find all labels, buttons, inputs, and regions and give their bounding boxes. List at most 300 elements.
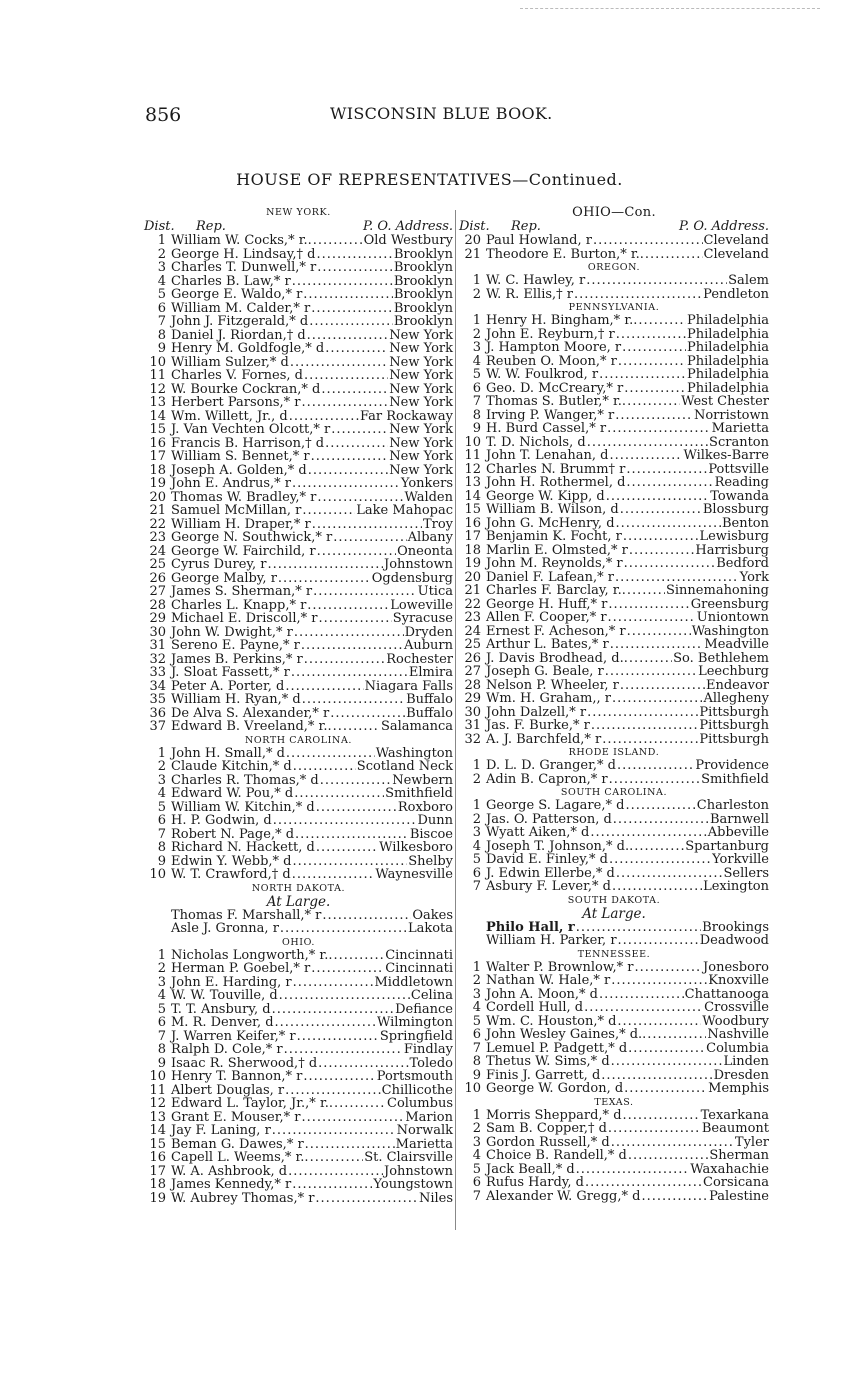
post-office-address: Marietta: [395, 1136, 453, 1152]
district-number: 2: [472, 1121, 481, 1136]
member-row: [144, 383, 453, 397]
dist-header: Dist.: [459, 219, 490, 234]
dot-leader: [620, 679, 705, 693]
rep-header: Rep.: [196, 219, 226, 234]
member-name: J. Van Vechten Olcott,* r: [171, 422, 331, 437]
member-row: [459, 826, 769, 840]
post-office-address: Dunn: [417, 813, 453, 828]
member-name: Asbury F. Lever,* d: [486, 879, 611, 894]
member-name: John A. Moon,* d: [486, 986, 598, 1002]
member-row: [144, 814, 453, 828]
post-office-address: Palestine: [709, 1188, 769, 1204]
member-name: John E. Andrus,* r: [171, 476, 291, 491]
member-name: Allen F. Cooper,* r: [486, 610, 607, 625]
post-office-address: Wilmington: [376, 1015, 453, 1030]
dot-leader: [331, 423, 388, 437]
member-name: Grant E. Mouser,* r: [171, 1109, 301, 1125]
dot-leader: [628, 1042, 705, 1056]
member-name: Daniel J. Riordan,† d: [171, 327, 306, 343]
district-number: 27: [464, 664, 481, 679]
member-name: Charles F. Barclay, r..: [486, 583, 626, 598]
dot-leader: [624, 1082, 707, 1096]
member-name: Marlin E. Olmsted,* r: [486, 542, 628, 558]
member-name: Henry H. Bingham,* r..: [486, 313, 638, 328]
member-row: [144, 234, 453, 248]
member-row: [144, 315, 453, 329]
dot-leader: [309, 315, 393, 329]
member-row: [144, 275, 453, 289]
member-name: John H. Small,* d: [171, 745, 285, 761]
district-number: 5: [157, 799, 166, 815]
member-row: [459, 476, 769, 490]
member-name: George N. Southwick,* r: [171, 530, 333, 545]
member-name: Edward W. Pou,* d: [171, 786, 294, 801]
member-row: [459, 1136, 769, 1150]
dot-leader: [624, 382, 686, 396]
member-row: [459, 1109, 769, 1123]
district-number: 1: [157, 745, 166, 761]
member-row: [144, 369, 453, 383]
dot-leader: [312, 518, 422, 532]
member-name: Adin B. Capron,* r: [486, 771, 608, 787]
post-office-address: Shelby: [408, 853, 453, 869]
member-name: George S. Lagare,* d: [486, 798, 625, 813]
dot-leader: [285, 680, 363, 694]
district-number: 9: [472, 421, 481, 436]
member-name: William M. Calder,* r: [171, 300, 311, 316]
member-row: [144, 450, 453, 464]
district-number: 34: [149, 678, 166, 694]
post-office-address: Lake Mahopac: [356, 503, 453, 518]
member-name: Walter P. Brownlow,* r: [486, 959, 634, 975]
member-row: [144, 1165, 453, 1179]
post-office-address: Middletown: [374, 974, 453, 990]
post-office-address: Brooklyn: [393, 273, 453, 289]
section-title: HOUSE OF REPRESENTATIVES—Continued.: [236, 170, 623, 189]
member-row: [459, 1149, 769, 1163]
post-office-address: Spartanburg: [685, 838, 769, 854]
district-number: 5: [472, 1013, 481, 1029]
member-name: John M. Reynolds,* r: [486, 556, 623, 571]
district-number: 2: [472, 771, 481, 787]
district-number: 11: [464, 448, 481, 463]
district-number: 25: [149, 557, 166, 572]
dot-leader: [611, 1055, 723, 1069]
post-office-address: Wilkesboro: [379, 840, 453, 855]
post-office-address: Knoxville: [708, 973, 769, 988]
post-office-address: Walden: [404, 489, 453, 505]
member-row: [144, 356, 453, 370]
dot-leader: [316, 801, 397, 815]
district-number: 15: [464, 502, 481, 517]
post-office-address: Dryden: [404, 624, 453, 640]
district-number: 19: [464, 556, 481, 571]
district-number: 19: [149, 476, 166, 491]
member-row: [144, 410, 453, 424]
dot-leader: [615, 409, 693, 423]
member-row: [459, 692, 769, 706]
district-number: 6: [472, 865, 481, 881]
member-name: William W. Kitchin,* d: [171, 799, 315, 815]
dot-leader: [325, 342, 388, 356]
dot-leader: [315, 1192, 418, 1206]
member-row: [459, 368, 769, 382]
post-office-address: Johnstown: [383, 557, 453, 572]
member-name: George W. Gordon, d: [486, 1081, 624, 1096]
post-office-address: Waxahachie: [690, 1161, 769, 1177]
district-number: 6: [472, 1027, 481, 1042]
district-number: 10: [149, 354, 166, 370]
post-office-address: Lewisburg: [699, 529, 769, 544]
dot-leader: [608, 611, 696, 625]
post-office-address: Chattanooga: [684, 986, 769, 1002]
post-office-address: Pittsburgh: [699, 731, 769, 747]
member-row: [144, 760, 453, 774]
member-row: [459, 679, 769, 693]
dot-leader: [302, 504, 355, 518]
district-number: 1: [472, 959, 481, 975]
member-row: [459, 436, 769, 450]
dot-leader: [273, 814, 417, 828]
member-name: George H. Huff,* r: [486, 596, 608, 612]
at-large-subhead: At Large.: [266, 893, 331, 910]
member-name: Geo. D. McCreary,* r: [486, 380, 624, 396]
post-office-address: Towanda: [710, 488, 769, 504]
post-office-address: Loweville: [390, 597, 453, 613]
member-name: Richard N. Hackett, d: [171, 840, 315, 855]
member-name: J. Warren Keifer,* r: [171, 1028, 296, 1044]
dot-leader: [647, 1028, 706, 1042]
member-row: [144, 828, 453, 842]
post-office-address: Niles: [418, 1190, 453, 1206]
district-number: 6: [472, 380, 481, 396]
district-number: 3: [472, 1134, 481, 1150]
district-number: 37: [149, 719, 166, 734]
member-name: Sam B. Copper,† d: [486, 1121, 607, 1136]
district-number: 20: [464, 569, 481, 585]
member-row: [144, 707, 453, 721]
member-name: Francis B. Harrison,† d: [171, 435, 325, 451]
post-office-address: Cincinnati: [385, 961, 453, 976]
district-number: 8: [472, 407, 481, 423]
member-name: Cordell Hull, d: [486, 1000, 584, 1015]
dot-leader: [616, 328, 686, 342]
post-office-address: Syracuse: [392, 611, 453, 626]
post-office-address: Cincinnati: [385, 947, 453, 963]
member-row: [459, 557, 769, 571]
post-office-address: Norwalk: [396, 1123, 453, 1138]
member-name: J. Hampton Moore, r: [486, 340, 622, 355]
member-row: [459, 503, 769, 517]
member-name: Asle J. Gronna, r: [171, 921, 279, 936]
dot-leader: [333, 720, 380, 734]
member-name: W. T. Crawford,† d: [171, 867, 291, 882]
member-row: [459, 974, 769, 988]
dot-leader: [322, 909, 411, 923]
member-row: [144, 989, 453, 1003]
dot-leader: [304, 369, 388, 383]
dot-leader: [625, 799, 695, 813]
dot-leader: [303, 1070, 375, 1084]
post-office-address: New York: [389, 462, 453, 478]
post-office-address: Far Rockaway: [360, 408, 453, 424]
member-row: [144, 342, 453, 356]
state-heading: SOUTH CAROLINA.: [560, 787, 668, 798]
member-row: [144, 680, 453, 694]
dot-leader: [333, 531, 406, 545]
post-office-address: Oakes: [412, 907, 453, 923]
member-name: Wm. Willett, Jr., d: [171, 408, 288, 424]
post-office-address: St. Clairsville: [364, 1150, 453, 1165]
district-number: 10: [149, 1069, 166, 1084]
member-row: [144, 1003, 453, 1017]
dot-leader: [285, 1084, 381, 1098]
district-number: 24: [464, 623, 481, 639]
member-row: [144, 437, 453, 451]
post-office-address: New York: [389, 354, 453, 370]
district-number: 17: [464, 529, 481, 544]
member-name: John J. Fitzgerald,* d: [171, 314, 309, 329]
dot-leader: [605, 665, 697, 679]
member-row: [459, 422, 769, 436]
post-office-address: Washington: [375, 745, 453, 761]
post-office-address: Scotland Neck: [356, 759, 453, 774]
member-row: [459, 544, 769, 558]
post-office-address: Chillicothe: [381, 1082, 453, 1098]
district-number: 9: [157, 853, 166, 869]
member-name: W. W. Touville, d: [171, 988, 278, 1003]
member-name: Charles T. Dunwell,* r: [171, 260, 317, 275]
member-name: Edwin Y. Webb,* d: [171, 853, 292, 869]
dot-leader: [292, 1178, 372, 1192]
member-row: [144, 572, 453, 586]
district-number: 23: [464, 610, 481, 625]
rep-header: Rep.: [511, 219, 541, 234]
district-number: 21: [464, 583, 481, 598]
member-row: [459, 988, 769, 1002]
member-name: T. D. Nichols, d: [486, 434, 586, 450]
member-name: William H. Ryan,* d: [171, 692, 301, 707]
dot-leader: [267, 558, 383, 572]
member-row: [459, 517, 769, 531]
member-name: Robert N. Page,* d: [171, 826, 295, 842]
post-office-address: Brooklyn: [393, 314, 453, 329]
dot-leader: [289, 410, 359, 424]
district-number: 5: [472, 852, 481, 867]
post-office-address: Troy: [422, 516, 453, 532]
member-row: [459, 867, 769, 881]
dot-leader: [629, 544, 695, 558]
district-number: 21: [464, 246, 481, 262]
district-number: 22: [464, 596, 481, 612]
district-number: 21: [149, 503, 166, 518]
post-office-address: Corsicana: [703, 1175, 769, 1190]
dot-leader: [641, 1190, 708, 1204]
member-row: [459, 611, 769, 625]
district-number: 2: [157, 246, 166, 262]
post-office-address: Youngstown: [373, 1177, 453, 1192]
district-number: 9: [472, 1067, 481, 1083]
district-number: 23: [149, 530, 166, 545]
dot-leader: [325, 437, 388, 451]
member-name: Ralph D. Cole,* r: [171, 1042, 283, 1057]
district-number: 26: [149, 570, 166, 586]
district-number: 33: [149, 665, 166, 680]
dot-leader: [587, 706, 698, 720]
member-row: [459, 409, 769, 423]
district-number: 12: [464, 461, 481, 477]
dot-leader: [301, 396, 388, 410]
post-office-address: Memphis: [708, 1081, 769, 1096]
member-row: [459, 1122, 769, 1136]
dot-leader: [272, 1124, 396, 1138]
member-name: W. C. Hawley, r: [486, 273, 586, 288]
district-number: 4: [472, 353, 481, 369]
member-name: Joseph A. Golden,* d: [171, 462, 307, 478]
member-row: [459, 880, 769, 894]
dot-leader: [638, 314, 686, 328]
post-office-address: Benton: [721, 515, 769, 531]
dot-leader: [609, 449, 682, 463]
dot-leader: [622, 341, 686, 355]
member-name: Sereno E. Payne,* r: [171, 638, 300, 653]
dot-leader: [307, 599, 389, 613]
member-name: Benjamin K. Focht, r: [486, 529, 622, 544]
post-office-address: Roxboro: [397, 799, 453, 815]
member-name: Thetus W. Sims,* d: [486, 1054, 610, 1069]
dot-leader: [316, 841, 378, 855]
post-office-address: Allegheny: [703, 691, 769, 706]
dist-header: Dist.: [144, 219, 175, 234]
district-number: 11: [149, 368, 166, 383]
dot-leader: [311, 962, 384, 976]
dot-leader: [301, 1111, 404, 1125]
member-row: [459, 1028, 769, 1042]
post-office-address: Philadelphia: [687, 326, 769, 342]
post-office-address: Barnwell: [709, 811, 769, 827]
member-name: Michael E. Driscoll,* r: [171, 611, 318, 626]
district-number: 36: [149, 705, 166, 721]
district-number: 20: [464, 233, 481, 248]
post-office-address: Auburn: [403, 638, 453, 653]
member-name: David E. Finley,* d: [486, 852, 608, 867]
dot-leader: [608, 598, 689, 612]
right-column: [459, 206, 769, 1203]
member-row: [144, 491, 453, 505]
dot-leader: [623, 1109, 700, 1123]
member-row: [144, 518, 453, 532]
post-office-address: West Chester: [681, 394, 769, 409]
district-number: 2: [472, 811, 481, 827]
post-office-address: Washington: [691, 623, 769, 639]
district-number: 29: [464, 691, 481, 706]
member-name: W. A. Ashbrook, d: [171, 1163, 288, 1179]
member-row: [144, 1124, 453, 1138]
district-number: 10: [464, 434, 481, 450]
dot-leader: [601, 1069, 712, 1083]
member-row: [144, 774, 453, 788]
member-row: [459, 314, 769, 328]
district-number: 4: [157, 988, 166, 1003]
dot-leader: [607, 422, 711, 436]
district-number: 12: [149, 1096, 166, 1111]
member-row: [459, 773, 769, 787]
dot-leader: [303, 288, 393, 302]
member-row: [144, 1111, 453, 1125]
district-number: 3: [157, 772, 166, 788]
member-row: [144, 1070, 453, 1084]
district-number: 4: [472, 1000, 481, 1015]
dot-leader: [291, 666, 408, 680]
member-name: William S. Bennet,* r: [171, 449, 310, 464]
district-number: 14: [149, 1123, 166, 1138]
member-name: W. Bourke Cockran,* d: [171, 381, 321, 397]
dot-leader: [310, 1151, 364, 1165]
post-office-address: Uniontown: [696, 610, 769, 625]
post-office-address: Yonkers: [400, 476, 453, 491]
district-number: 8: [157, 840, 166, 855]
member-name: W. R. Ellis,† r: [486, 286, 574, 302]
member-name: Thomas F. Marshall,* r: [171, 907, 322, 923]
member-name: Jas. O. Patterson, d: [486, 811, 612, 827]
post-office-address: Biscoe: [409, 826, 453, 842]
dot-leader: [301, 639, 403, 653]
post-office-address: Meadville: [704, 637, 769, 652]
post-office-address: Niagara Falls: [364, 678, 453, 694]
member-row: [144, 288, 453, 302]
member-name: Nicholas Longworth,* r..: [171, 947, 333, 963]
post-office-address: Old Westbury: [363, 233, 453, 248]
member-row: [144, 747, 453, 761]
dot-leader: [280, 922, 407, 936]
state-heading: SOUTH DAKOTA.: [567, 894, 661, 906]
dot-leader: [292, 275, 393, 289]
dot-leader: [290, 356, 388, 370]
member-name: H. P. Godwin, d: [171, 813, 272, 828]
member-row: [144, 653, 453, 667]
member-name: Joseph G. Beale, r: [486, 664, 604, 679]
district-number: 1: [157, 947, 166, 963]
member-row: [144, 639, 453, 653]
district-number: 2: [472, 326, 481, 342]
state-heading: NEW YORK.: [266, 207, 331, 218]
member-row: [459, 584, 769, 598]
member-row: [459, 395, 769, 409]
post-office-address: Buffalo: [406, 705, 453, 721]
post-office-address: Crossville: [704, 1000, 769, 1015]
dot-leader: [293, 855, 408, 869]
post-office-address: Yorkville: [712, 852, 769, 867]
member-name: Henry T. Bannon,* r: [171, 1069, 303, 1084]
district-number: 4: [472, 1148, 481, 1163]
district-number: 14: [464, 488, 481, 504]
post-office-address: Sherman: [709, 1148, 769, 1163]
dot-leader: [627, 395, 680, 409]
district-number: 22: [149, 516, 166, 532]
member-row: [459, 1176, 769, 1190]
member-row: [459, 382, 769, 396]
member-name: Nelson P. Wheeler, r: [486, 677, 619, 693]
dot-leader: [609, 853, 711, 867]
member-row: [144, 841, 453, 855]
post-office-address: Marion: [405, 1109, 453, 1125]
member-row: [144, 922, 453, 936]
district-number: 28: [149, 597, 166, 613]
member-row: [459, 355, 769, 369]
post-office-address: Woodbury: [702, 1013, 769, 1029]
post-office-address: Brooklyn: [393, 246, 453, 262]
member-row: [144, 1192, 453, 1206]
